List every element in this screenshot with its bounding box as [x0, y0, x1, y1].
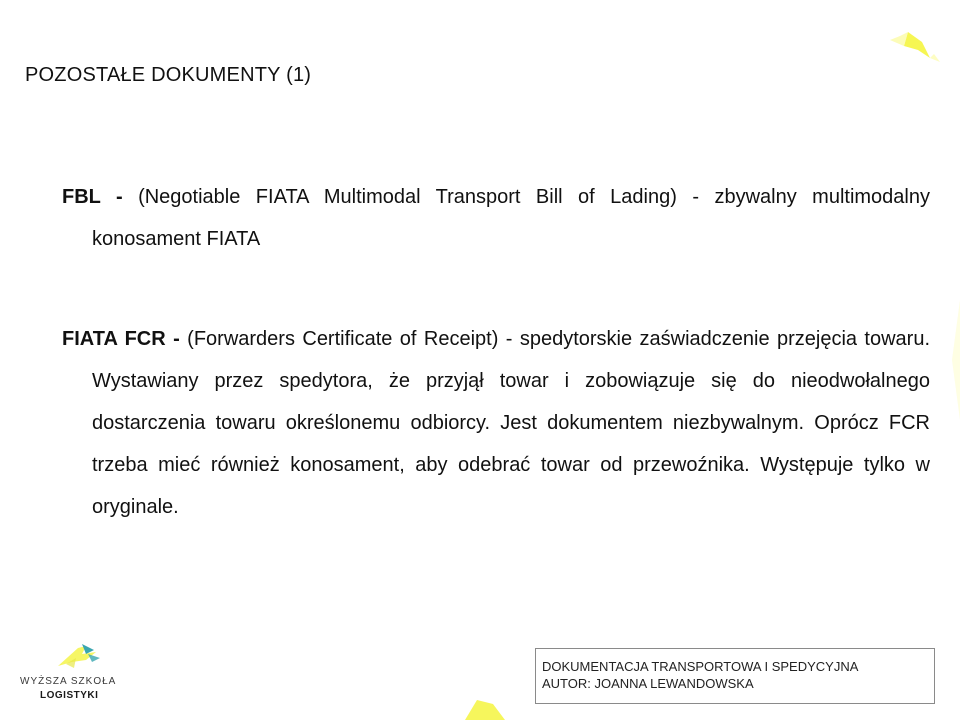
footer-course-title: DOKUMENTACJA TRANSPORTOWA I SPEDYCYJNA [542, 659, 859, 674]
entry-description: (Negotiable FIATA Multimodal Transport Bill of Lading) - zbywalny multimodalny konosament FIATA [92, 186, 930, 250]
entry-separator: - [100, 186, 139, 208]
entry-term: FIATA FCR [62, 328, 166, 350]
entry-description: (Forwarders Certificate of Receipt) - spedytorskie zaświadczenie przejęcia towaru. Wystawiany przez spedytora, że przyjął towar i zobowiązuje się do nieodwołalnego dostarczenia towaru określonemu odbiorcy. Jest dokumentem niezbywalnym. Oprócz FCR trzeba mieć również konosament, aby odebrać towar od przewoźnika. Występuje tylko w oryginale. [92, 328, 931, 518]
logo-bird-icon [52, 640, 112, 676]
logo-text-line1: WYŻSZA SZKOŁA [20, 676, 117, 687]
yellow-star-decoration-bottom [455, 690, 515, 720]
entry-separator: - [165, 328, 188, 350]
yellow-star-decoration-top [880, 10, 960, 80]
entry-term: FBL [62, 186, 101, 208]
document-entry-fbl [62, 176, 930, 260]
yellow-glow-decoration-right [930, 300, 960, 420]
page-title: POZOSTAŁE DOKUMENTY (1) [25, 64, 312, 86]
school-logo [18, 640, 138, 710]
footer-info-box [535, 648, 935, 704]
logo-text-line2: LOGISTYKI [40, 690, 99, 701]
document-entry-fiata-fcr [62, 318, 930, 528]
footer-author: AUTOR: JOANNA LEWANDOWSKA [542, 676, 754, 691]
